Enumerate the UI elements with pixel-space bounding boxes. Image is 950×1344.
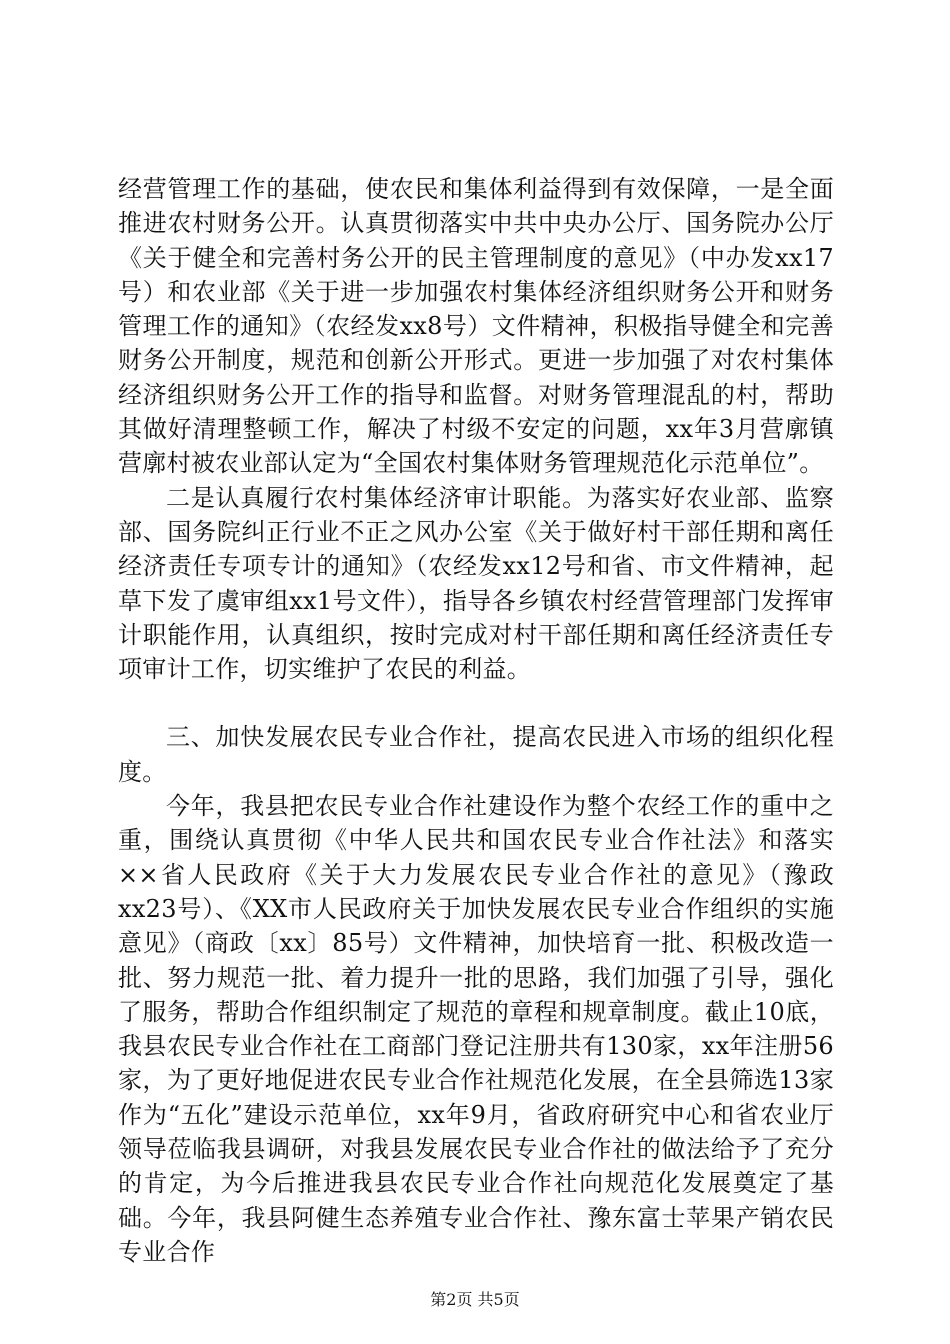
section-heading-cooperatives: 三、加快发展农民专业合作社，提高农民进入市场的组织化程度。 — [118, 723, 834, 786]
paragraph-spacer — [118, 686, 834, 720]
page-number-footer: 第2页 共5页 — [430, 1290, 520, 1309]
paragraph-audit-duty: 二是认真履行农村集体经济审计职能。为落实好农业部、监察部、国务院纠正行业不正之风办公室《关于做好村干部任期和离任经济责任专项专计的通知》（农经发xx12号和省、市文件精神，起草下发了虞审组xx1号文件），指导各乡镇农村经营管理部门发挥审计职能作用，认真组织，按时完成对村干部任期和离任经济责任专项审计工作，切实维护了农民的利益。 — [118, 483, 834, 684]
paragraph-finance-disclosure: 经营管理工作的基础，使农民和集体利益得到有效保障，一是全面推进农村财务公开。认真贯彻落实中共中央办公厅、国务院办公厅《关于健全和完善村务公开的民主管理制度的意见》（中办发xx17号）和农业部《关于进一步加强农村集体经济组织财务公开和财务管理工作的通知》（农经发xx8号）文件精神，积极指导健全和完善财务公开制度，规范和创新公开形式。更进一步加强了对农村集体经济组织财务公开工作的指导和监督。对财务管理混乱的村，帮助其做好清理整顿工作，解决了村级不安定的问题，xx年3月营廓镇营廓村被农业部认定为“全国农村集体财务管理规范化示范单位”。 — [118, 175, 834, 478]
document-body — [118, 172, 834, 1269]
paragraph-cooperatives-progress: 今年，我县把农民专业合作社建设作为整个农经工作的重中之重，围绕认真贯彻《中华人民共和国农民专业合作社法》和落实××省人民政府《关于大力发展农民专业合作社的意见》（豫政xx23号）、《XX市人民政府关于加快发展农民专业合作组织的实施意见》（商政〔xx〕85号）文件精神，加快培育一批、积极改造一批、努力规范一批、着力提升一批的思路，我们加强了引导，强化了服务，帮助合作组织制定了规范的章程和规章制度。截止10底，我县农民专业合作社在工商部门登记注册共有130家，xx年注册56家，为了更好地促进农民专业合作社规范化发展，在全县筛选13家作为“五化”建设示范单位，xx年9月，省政府研究中心和省农业厅领导莅临我县调研，对我县发展农民专业合作社的做法给予了充分的肯定，为今后推进我县农民专业合作社向规范化发展奠定了基础。今年，我县阿健生态养殖专业合作社、豫东富士苹果产销农民专业合作 — [118, 792, 834, 1266]
